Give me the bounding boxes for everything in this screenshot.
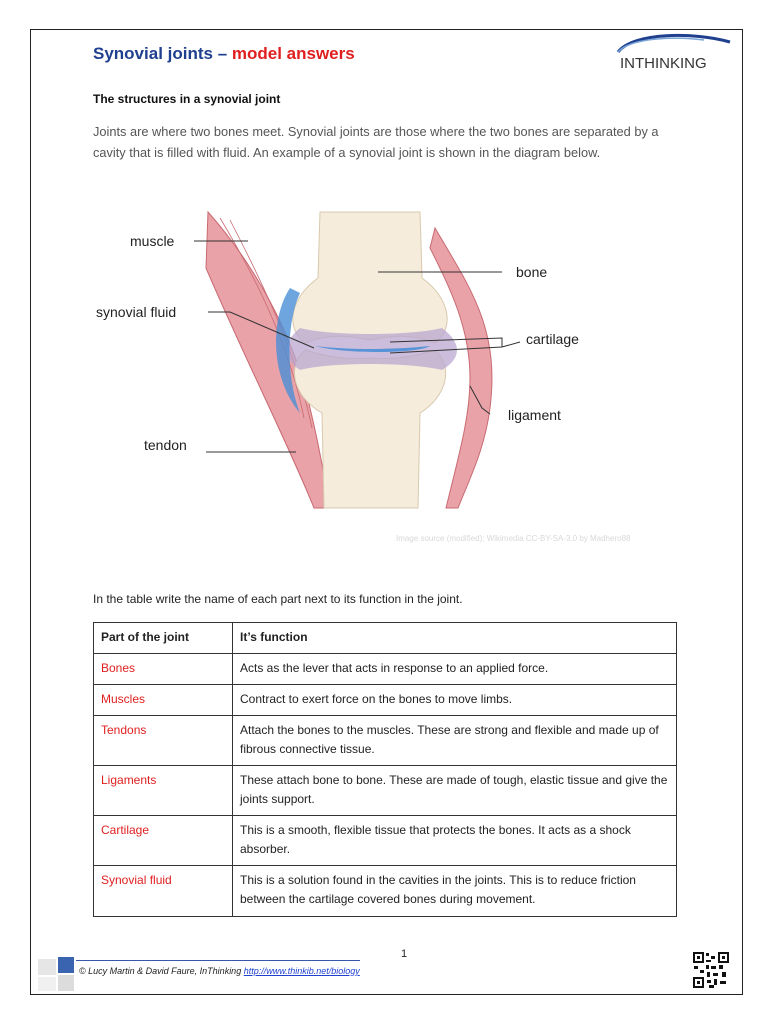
part-name: Cartilage (94, 816, 233, 866)
part-name: Tendons (94, 716, 233, 766)
table-instruction: In the table write the name of each part next to its function in the joint. (93, 592, 463, 606)
logo-text: INTHINKING (620, 55, 707, 72)
table-header-row (94, 623, 677, 654)
joint-parts-table (93, 622, 677, 917)
header-part: Part of the joint (94, 623, 233, 654)
thinkib-link[interactable]: http://www.thinkib.net/biology (243, 966, 360, 976)
page-title (93, 44, 355, 64)
table-row (94, 685, 677, 716)
part-name: Muscles (94, 685, 233, 716)
part-function: Contract to exert force on the bones to move limbs. (233, 685, 677, 716)
qr-code-icon (692, 951, 730, 989)
part-function: These attach bone to bone. These are made of tough, elastic tissue and give the joints support. (233, 766, 677, 816)
footer-squares-decoration (36, 957, 76, 992)
image-credit: Image source (modified): Wikimedia CC-BY-SA-3.0 by Madhero88 (396, 534, 631, 543)
header-function: It’s function (233, 623, 677, 654)
label-bone: bone (516, 264, 548, 280)
part-name: Synovial fluid (94, 866, 233, 917)
footer-rule (76, 960, 360, 961)
label-synovial-fluid: synovial fluid (96, 304, 177, 320)
part-function: Acts as the lever that acts in response to an applied force. (233, 654, 677, 685)
table-row (94, 654, 677, 685)
label-tendon: tendon (144, 437, 187, 453)
title-red: model answers (231, 44, 355, 63)
part-function: This is a solution found in the cavities in the joints. This is to reduce friction between the cartilage covered bones during movement. (233, 866, 677, 917)
table-row (94, 716, 677, 766)
table-row (94, 816, 677, 866)
section-heading: The structures in a synovial joint (93, 92, 281, 106)
part-function: This is a smooth, flexible tissue that protects the bones. It acts as a shock absorber. (233, 816, 677, 866)
intro-paragraph: Joints are where two bones meet. Synovial joints are those where the two bones are separated by a cavity that is filled with fluid. An example of a synovial joint is shown in the diagram below. (93, 124, 659, 160)
part-name: Bones (94, 654, 233, 685)
part-name: Ligaments (94, 766, 233, 816)
footer-copyright (79, 966, 360, 976)
label-cartilage: cartilage (526, 331, 579, 347)
label-ligament: ligament (508, 407, 561, 423)
table-row (94, 766, 677, 816)
upper-bone (293, 212, 447, 343)
synovial-joint-diagram (90, 208, 690, 518)
title-blue: Synovial joints – (93, 44, 232, 63)
page-number: 1 (401, 948, 408, 960)
part-function: Attach the bones to the muscles. These are strong and flexible and made up of fibrous connective tissue. (233, 716, 677, 766)
copyright-text: © Lucy Martin & David Faure, InThinking (79, 966, 244, 976)
inthinking-logo (604, 30, 734, 74)
table-row (94, 866, 677, 917)
label-muscle: muscle (130, 233, 175, 249)
